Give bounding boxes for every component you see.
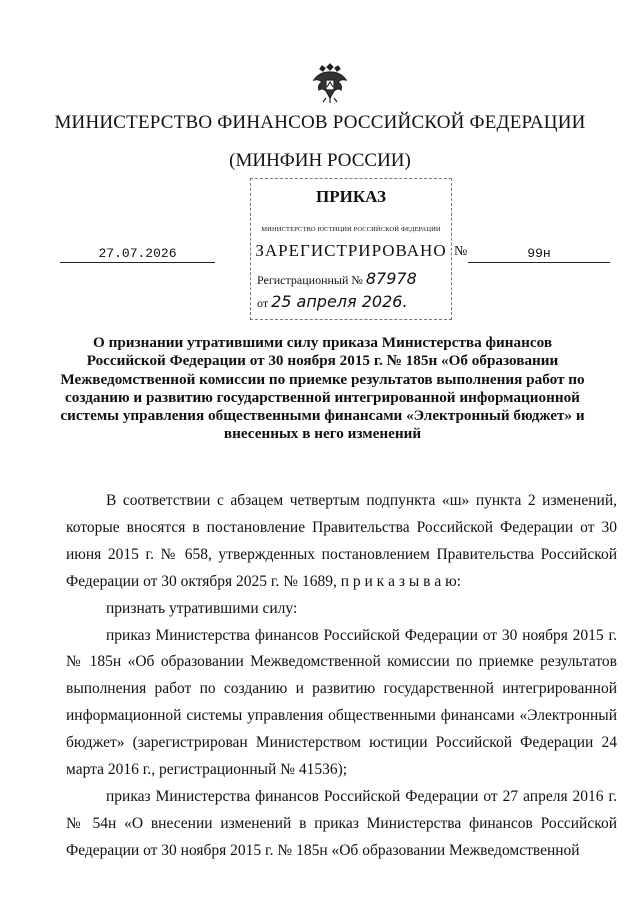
ministry-name: МИНИСТЕРСТВО ФИНАНСОВ РОССИЙСКОЙ ФЕДЕРАЦИИ	[54, 112, 586, 133]
stamp-ministry-line: МИНИСТЕРСТВО ЮСТИЦИИ РОССИЙСКОЙ ФЕДЕРАЦИИ	[261, 226, 441, 233]
ministry-abbreviation: (МИНФИН РОССИИ)	[229, 150, 411, 171]
stamp-date-prefix: от	[257, 296, 269, 310]
stamp-date-row	[257, 292, 408, 311]
stamp-registered-text: ЗАРЕГИСТРИРОВАНО	[255, 241, 447, 260]
order-number: 99н	[468, 246, 610, 263]
paragraph-item-2: приказ Министерства финансов Российской Федерации от 27 апреля 2016 г. № 54н «О внесении изменений в приказ Министерства финансов Российской Федерации от 30 ноября 2015 г. № 185н «Об образовании Межведомственной	[66, 787, 617, 859]
document-body	[66, 488, 617, 865]
paragraph-item-1: приказ Министерства финансов Российской Федерации от 30 ноября 2015 г. № 185н «Об образовании Межведомственной комиссии по приемке результатов выполнения работ по созданию и развитию государственной интегрированной информационной системы управления общественными финансами «Электронный бюджет» (зарегистрирован Министерством юстиции Российской Федерации 24 марта 2016 г., регистрационный № 41536);	[66, 626, 617, 779]
order-date: 27.07.2026	[60, 246, 215, 263]
stamp-registration-date: 25 апреля 2026.	[271, 292, 408, 311]
document-title: О признании утратившими силу приказа Министерства финансов Российской Федерации от 30 ноября 2015 г. № 185н «Об образовании Межведомственной комиссии по приемке результатов выполнения работ по созданию и развитию государственной интегрированной информационной системы управления общественными финансами «Электронный бюджет» и внесенных в него изменений	[60, 334, 585, 443]
order-number-sign: №	[454, 244, 468, 259]
registration-stamp	[250, 178, 452, 320]
paragraph-preamble: В соответствии с абзацем четвертым подпункта «ш» пункта 2 изменений, которые вносятся в постановление Правительства Российской Федерации от 30 июня 2015 г. № 658, утвержденных постановлением Правительства Российской Федерации от 30 октября 2025 г. № 1689, п р и к а з ы в а ю:	[66, 492, 617, 590]
stamp-registration-label: Регистрационный №	[257, 273, 363, 287]
stamp-registration-number: 87978	[365, 269, 417, 288]
stamp-registration-number-row	[257, 269, 417, 288]
order-heading: ПРИКАЗ	[316, 187, 386, 206]
coat-of-arms-icon	[310, 60, 350, 104]
paragraph-resolution: признать утратившими силу:	[106, 599, 298, 617]
